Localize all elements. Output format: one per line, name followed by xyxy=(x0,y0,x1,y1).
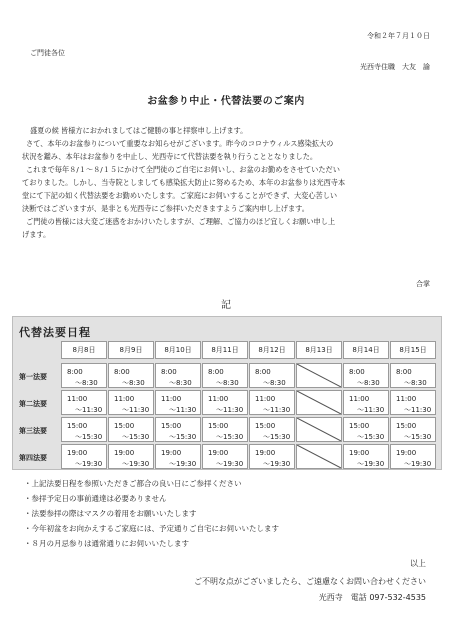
schedule-title: 代替法要日程 xyxy=(19,326,91,339)
slot-end-time: ～11:30 xyxy=(357,406,385,414)
slot-end-time: ～15:30 xyxy=(169,433,197,441)
paragraph: げます。 xyxy=(22,230,51,239)
time-slot-cell xyxy=(61,363,107,388)
slot-end-time: ～11:30 xyxy=(122,406,150,414)
time-slot-cell xyxy=(108,444,154,469)
slot-end-time: ～15:30 xyxy=(216,433,244,441)
slot-start-time: 8:00 xyxy=(114,368,130,376)
slot-start-time: 8:00 xyxy=(67,368,83,376)
date-header: 8月14日 xyxy=(343,341,389,359)
time-slot-cell xyxy=(202,390,248,415)
date-header: 8月9日 xyxy=(108,341,154,359)
time-slot-cell xyxy=(249,444,295,469)
time-slot-cell xyxy=(296,390,342,415)
slot-start-time: 15:00 xyxy=(114,422,135,430)
slot-end-time: ～8:30 xyxy=(357,379,380,387)
slot-start-time: 15:00 xyxy=(67,422,88,430)
slot-start-time: 19:00 xyxy=(114,449,135,457)
temple-contact xyxy=(319,592,426,603)
paragraph: さて、本年のお盆参りについて重要なお知らせがございます。昨今のコロナウィルス感染拡大の xyxy=(26,139,334,148)
slot-end-time: ～8:30 xyxy=(169,379,192,387)
time-slot-cell xyxy=(202,444,248,469)
time-slot-cell xyxy=(155,444,201,469)
slot-end-time: ～11:30 xyxy=(404,406,432,414)
slot-end-time: ～8:30 xyxy=(404,379,427,387)
note-item: ・８月の月忌参りは通常通りにお伺いいたします xyxy=(24,539,189,548)
time-slot-cell xyxy=(108,363,154,388)
time-slot-cell xyxy=(61,444,107,469)
slot-end-time: ～11:30 xyxy=(263,406,291,414)
time-slot-cell xyxy=(61,390,107,415)
date-header: 8月13日 xyxy=(296,341,342,359)
page-title: お盆参り中止・代替法要のご案内 xyxy=(147,96,305,107)
slot-start-time: 19:00 xyxy=(67,449,88,457)
slot-start-time: 19:00 xyxy=(349,449,370,457)
time-slot-cell xyxy=(249,390,295,415)
time-slot-cell xyxy=(155,417,201,442)
paragraph: 決断ではございますが、是非とも光西寺にご参拝いただきますようご案内申し上げます。 xyxy=(22,204,309,213)
no-service-slash xyxy=(297,418,341,441)
slot-start-time: 19:00 xyxy=(161,449,182,457)
slot-end-time: ～15:30 xyxy=(122,433,150,441)
slot-end-time: ～15:30 xyxy=(75,433,103,441)
no-service-slash xyxy=(297,364,341,387)
slot-end-time: ～15:30 xyxy=(263,433,291,441)
slot-end-time: ～11:30 xyxy=(169,406,197,414)
letter-date: 令和２年７月１０日 xyxy=(367,32,430,40)
no-service-slash xyxy=(297,445,341,468)
slot-end-time: ～15:30 xyxy=(404,433,432,441)
time-slot-cell xyxy=(61,417,107,442)
time-slot-cell xyxy=(343,444,389,469)
time-slot-cell xyxy=(202,417,248,442)
slot-end-time: ～19:30 xyxy=(75,460,103,468)
slot-end-time: ～19:30 xyxy=(169,460,197,468)
slot-end-time: ～15:30 xyxy=(357,433,385,441)
paragraph: ておりました。しかし、当寺院としましても感染拡大防止に努めるため、本年のお盆参りは光西寺本 xyxy=(22,178,346,187)
slot-start-time: 8:00 xyxy=(208,368,224,376)
slot-start-time: 15:00 xyxy=(208,422,229,430)
slot-start-time: 11:00 xyxy=(67,395,88,403)
date-header: 8月8日 xyxy=(61,341,107,359)
paragraph: 盛夏の候 皆様方におかれましてはご健勝の事と拝察申し上げます。 xyxy=(30,126,248,135)
slot-end-time: ～19:30 xyxy=(404,460,432,468)
time-slot-cell xyxy=(343,417,389,442)
time-slot-cell xyxy=(249,363,295,388)
slot-start-time: 8:00 xyxy=(349,368,365,376)
no-service-slash xyxy=(297,391,341,414)
ki-heading: 記 xyxy=(221,300,231,311)
paragraph: これまで毎年８/１～８/１５にかけて全門徒のご自宅にお伺いし、お盆のお勤めをさせていただい xyxy=(26,165,340,174)
time-slot-cell xyxy=(296,363,342,388)
note-item: ・法要参拝の際はマスクの着用をお願いいたします xyxy=(24,509,197,518)
phone-number: 電話 097-532-4535 xyxy=(350,593,426,602)
slot-start-time: 11:00 xyxy=(114,395,135,403)
notes-list xyxy=(24,476,279,551)
slot-end-time: ～8:30 xyxy=(263,379,286,387)
time-slot-cell xyxy=(108,390,154,415)
session-label: 第一法要 xyxy=(19,373,47,381)
sender: 光西寺住職 大友 諭 xyxy=(360,63,430,71)
slot-end-time: ～19:30 xyxy=(122,460,150,468)
slot-end-time: ～8:30 xyxy=(122,379,145,387)
date-header: 8月11日 xyxy=(202,341,248,359)
time-slot-cell xyxy=(296,417,342,442)
time-slot-cell xyxy=(390,390,436,415)
slot-start-time: 11:00 xyxy=(255,395,276,403)
session-label: 第三法要 xyxy=(19,427,47,435)
date-header: 8月10日 xyxy=(155,341,201,359)
time-slot-cell xyxy=(155,363,201,388)
session-label: 第四法要 xyxy=(19,454,47,462)
slot-start-time: 15:00 xyxy=(349,422,370,430)
time-slot-cell xyxy=(296,444,342,469)
contact-note: ご不明な点がございましたら、ご遠慮なくお問い合わせください xyxy=(194,577,426,586)
slot-start-time: 11:00 xyxy=(396,395,417,403)
note-item: ・今年初盆をお向かえするご家庭には、予定通りご自宅にお伺いいたします xyxy=(24,524,279,533)
temple-name: 光西寺 xyxy=(318,593,343,602)
time-slot-cell xyxy=(249,417,295,442)
paragraph: ご門徒の皆様には大変ご迷惑をおかけいたしますが、ご理解、ご協力のほど宜しくお願い申し上 xyxy=(26,217,336,226)
time-slot-cell xyxy=(155,390,201,415)
date-header: 8月12日 xyxy=(249,341,295,359)
slot-end-time: ～11:30 xyxy=(75,406,103,414)
slot-start-time: 15:00 xyxy=(161,422,182,430)
slot-start-time: 8:00 xyxy=(161,368,177,376)
time-slot-cell xyxy=(202,363,248,388)
note-item: ・上記法要日程を参照いただきご都合の良い日にご参拝ください xyxy=(24,479,242,488)
slot-end-time: ～19:30 xyxy=(357,460,385,468)
addressee: ご門徒各位 xyxy=(30,49,65,57)
slot-end-time: ～8:30 xyxy=(216,379,239,387)
slot-start-time: 11:00 xyxy=(208,395,229,403)
slot-end-time: ～11:30 xyxy=(216,406,244,414)
slot-start-time: 19:00 xyxy=(396,449,417,457)
note-item: ・参拝予定日の事前通達は必要ありません xyxy=(24,494,167,503)
time-slot-cell xyxy=(390,363,436,388)
time-slot-cell xyxy=(343,363,389,388)
ijou: 以上 xyxy=(410,559,426,568)
paragraph: 状況を鑑み、本年はお盆参りを中止し、光西寺にて代替法要を執り行うこととなりました。 xyxy=(22,152,318,161)
slot-end-time: ～19:30 xyxy=(216,460,244,468)
slot-end-time: ～19:30 xyxy=(263,460,291,468)
slot-start-time: 8:00 xyxy=(255,368,271,376)
slot-start-time: 19:00 xyxy=(208,449,229,457)
time-slot-cell xyxy=(343,390,389,415)
slot-start-time: 19:00 xyxy=(255,449,276,457)
slot-end-time: ～8:30 xyxy=(75,379,98,387)
slot-start-time: 11:00 xyxy=(349,395,370,403)
slot-start-time: 8:00 xyxy=(396,368,412,376)
session-label: 第二法要 xyxy=(19,400,47,408)
date-header: 8月15日 xyxy=(390,341,436,359)
time-slot-cell xyxy=(390,417,436,442)
slot-start-time: 11:00 xyxy=(161,395,182,403)
time-slot-cell xyxy=(390,444,436,469)
slot-start-time: 15:00 xyxy=(396,422,417,430)
closing: 合掌 xyxy=(416,280,430,288)
schedule-table xyxy=(12,316,442,470)
time-slot-cell xyxy=(108,417,154,442)
slot-start-time: 15:00 xyxy=(255,422,276,430)
paragraph: 堂にて下記の如く代替法要をお勤めいたします。ご家庭にお伺いすることができず、大変心苦しい xyxy=(22,191,338,200)
letter-body xyxy=(22,124,442,241)
